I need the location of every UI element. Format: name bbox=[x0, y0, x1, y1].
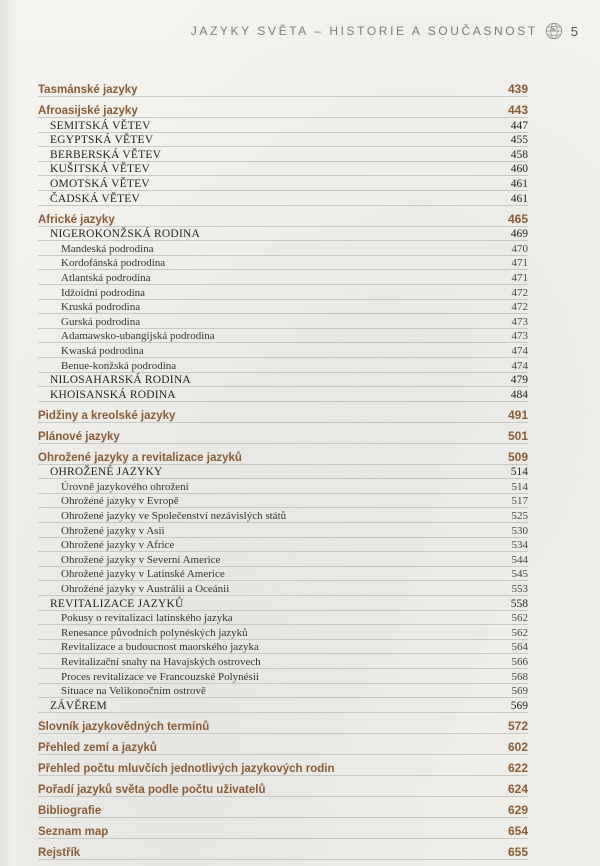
toc-entry-page: 517 bbox=[511, 495, 528, 508]
toc-entry-title: Ohrožené jazyky v Asii bbox=[61, 524, 165, 537]
toc-entry-page: 460 bbox=[510, 163, 528, 176]
toc-entry-title: Pokusy o revitalizaci latinského jazyka bbox=[61, 612, 233, 625]
toc-entry-title: Benue-konžská podrodina bbox=[61, 359, 177, 372]
toc-entry-level-2[interactable] bbox=[38, 133, 528, 148]
toc-entry-level-3[interactable] bbox=[38, 684, 528, 699]
toc-entry-page: 530 bbox=[511, 524, 528, 537]
toc-entry-title: Přehled počtu mluvčích jednotlivých jazykových rodin bbox=[38, 762, 335, 775]
toc-entry-title: Kruská podrodina bbox=[61, 301, 141, 314]
toc-entry-page: 629 bbox=[507, 802, 528, 817]
toc-entry-level-3[interactable] bbox=[38, 241, 528, 256]
toc-entry-level-3[interactable] bbox=[38, 256, 528, 271]
toc-entry-page: 458 bbox=[510, 148, 528, 161]
toc-entry-page: 474 bbox=[511, 344, 528, 357]
toc-entry-title: NIGEROKONŽSKÁ RODINA bbox=[50, 228, 200, 241]
toc-entry-level-2[interactable] bbox=[38, 118, 528, 133]
toc-entry-level-3[interactable] bbox=[38, 581, 528, 596]
toc-entry-level-3[interactable] bbox=[38, 654, 528, 669]
toc-entry-page: 572 bbox=[507, 718, 528, 733]
toc-entry-page: 534 bbox=[511, 539, 528, 552]
toc-entry-page: 553 bbox=[511, 583, 528, 596]
toc-entry-title: Kordofánská podrodina bbox=[61, 257, 166, 270]
toc-entry-page: 525 bbox=[511, 510, 528, 523]
toc-entry-title: NILOSAHARSKÁ RODINA bbox=[50, 374, 191, 387]
toc-entry-title: Revitalizace a budoucnost maorského jazyka bbox=[61, 641, 259, 654]
toc-entry-level-2[interactable] bbox=[38, 147, 528, 162]
toc-entry-level-1[interactable] bbox=[38, 842, 528, 860]
table-of-contents bbox=[38, 76, 528, 860]
toc-entry-page: 439 bbox=[507, 82, 528, 96]
toc-entry-page: 465 bbox=[507, 211, 528, 226]
toc-entry-title: Mandeská podrodina bbox=[61, 242, 154, 255]
toc-entry-page: 443 bbox=[507, 103, 528, 117]
toc-entry-title: Afroasijské jazyky bbox=[38, 105, 138, 117]
toc-entry-page: 566 bbox=[511, 656, 528, 668]
page-gutter bbox=[0, 0, 16, 866]
toc-entry-title: Pořadí jazyků světa podle počtu uživatelů bbox=[38, 783, 266, 796]
toc-entry-page: 455 bbox=[510, 134, 528, 147]
toc-entry-page: 470 bbox=[511, 242, 528, 255]
toc-entry-level-2[interactable] bbox=[38, 698, 528, 713]
toc-entry-page: 472 bbox=[511, 301, 528, 314]
toc-entry-page: 569 bbox=[510, 699, 528, 712]
toc-entry-title: Přehled zemí a jazyků bbox=[38, 741, 157, 754]
toc-entry-level-3[interactable] bbox=[38, 523, 528, 538]
toc-entry-title: Plánové jazyky bbox=[38, 430, 120, 443]
toc-entry-page: 472 bbox=[511, 286, 528, 299]
toc-entry-page: 461 bbox=[510, 192, 528, 205]
toc-entry-level-3[interactable] bbox=[38, 343, 528, 358]
toc-entry-level-3[interactable] bbox=[38, 285, 528, 300]
toc-entry-title: Atlantská podrodina bbox=[61, 271, 151, 284]
toc-entry-title: Ohrožené jazyky v Austrálii a Oceánii bbox=[61, 583, 230, 596]
toc-entry-level-2[interactable] bbox=[38, 191, 528, 206]
toc-entry-level-1[interactable] bbox=[38, 447, 528, 465]
toc-entry-level-3[interactable] bbox=[38, 314, 528, 329]
toc-entry-title: Ohrožené jazyky v Latinské Americe bbox=[61, 568, 225, 581]
toc-entry-page: 622 bbox=[507, 760, 528, 775]
toc-entry-page: 569 bbox=[511, 685, 528, 698]
toc-entry-level-1[interactable] bbox=[38, 800, 528, 818]
toc-entry-title: OHROŽENÉ JAZYKY bbox=[50, 466, 163, 479]
toc-entry-level-2[interactable] bbox=[38, 387, 528, 402]
toc-entry-title: Kwaská podrodina bbox=[61, 344, 144, 357]
toc-entry-level-2[interactable] bbox=[38, 227, 528, 242]
toc-entry-title: Ohrožené jazyky v Evropě bbox=[61, 495, 179, 508]
toc-entry-title: KHOISANSKÁ RODINA bbox=[50, 388, 176, 401]
toc-entry-level-1[interactable] bbox=[38, 209, 528, 227]
toc-entry-level-3[interactable] bbox=[38, 300, 528, 315]
toc-entry-title: ZÁVĚREM bbox=[50, 699, 107, 712]
toc-entry-title: Revitalizační snahy na Havajských ostrovech bbox=[61, 656, 261, 668]
toc-entry-level-3[interactable] bbox=[38, 494, 528, 509]
toc-entry-page: 471 bbox=[511, 257, 528, 270]
running-header-title: JAZYKY SVĚTA – HISTORIE A SOUČASNOST bbox=[190, 24, 538, 38]
page-number: 5 bbox=[570, 23, 578, 39]
toc-entry-page: 471 bbox=[511, 271, 528, 284]
toc-entry-title: Seznam map bbox=[38, 825, 109, 838]
toc-entry-title: SEMITSKÁ VĚTEV bbox=[50, 119, 151, 132]
toc-entry-title: REVITALIZACE JAZYKŮ bbox=[50, 597, 184, 610]
toc-entry-page: 655 bbox=[507, 844, 528, 859]
toc-entry-page: 545 bbox=[511, 568, 528, 581]
toc-entry-page: 544 bbox=[511, 553, 528, 566]
toc-entry-level-2[interactable] bbox=[38, 596, 528, 611]
toc-entry-title: KUŠITSKÁ VĚTEV bbox=[50, 163, 151, 176]
toc-entry-page: 491 bbox=[507, 407, 528, 422]
toc-entry-page: 624 bbox=[507, 781, 528, 796]
toc-entry-level-3[interactable] bbox=[38, 538, 528, 553]
toc-entry-title: Ohrožené jazyky a revitalizace jazyků bbox=[38, 451, 242, 464]
toc-entry-page: 564 bbox=[511, 641, 528, 654]
toc-entry-page: 501 bbox=[507, 428, 528, 443]
toc-entry-title: Rejstřík bbox=[38, 846, 81, 859]
toc-entry-title: Idžoidní podrodina bbox=[61, 286, 146, 299]
toc-entry-title: Pidžiny a kreolské jazyky bbox=[38, 409, 176, 422]
toc-entry-level-3[interactable] bbox=[38, 567, 528, 582]
toc-entry-level-3[interactable] bbox=[38, 329, 528, 344]
toc-entry-level-1[interactable] bbox=[38, 737, 528, 755]
toc-entry-title: EGYPTSKÁ VĚTEV bbox=[50, 134, 154, 147]
toc-entry-level-3[interactable] bbox=[38, 640, 528, 655]
toc-entry-title: ČADSKÁ VĚTEV bbox=[50, 192, 141, 205]
toc-entry-level-2[interactable] bbox=[38, 465, 528, 480]
toc-entry-title: Africké jazyky bbox=[38, 213, 115, 226]
toc-entry-title: Tasmánské jazyky bbox=[38, 84, 138, 96]
toc-entry-page: 469 bbox=[510, 228, 528, 241]
toc-entry-level-3[interactable] bbox=[38, 552, 528, 567]
toc-entry-title: Renesance původních polynéských jazyků bbox=[61, 626, 248, 639]
toc-entry-title: Bibliografie bbox=[38, 804, 102, 817]
toc-entry-level-2[interactable] bbox=[38, 373, 528, 388]
toc-entry-level-1[interactable] bbox=[38, 405, 528, 423]
toc-entry-page: 558 bbox=[510, 597, 528, 610]
toc-entry-level-1[interactable] bbox=[38, 779, 528, 797]
toc-entry-title: Ohrožené jazyky v Africe bbox=[61, 539, 175, 552]
toc-entry-level-3[interactable] bbox=[38, 611, 528, 626]
toc-entry-title: Adamawsko-ubangijská podrodina bbox=[61, 330, 215, 343]
toc-entry-title: Úrovně jazykového ohrožení bbox=[61, 480, 189, 493]
toc-entry-level-1[interactable] bbox=[38, 716, 528, 734]
toc-entry-title: OMOTSKÁ VĚTEV bbox=[50, 177, 150, 190]
toc-entry-page: 473 bbox=[511, 330, 528, 343]
toc-entry-level-1[interactable] bbox=[38, 821, 528, 839]
toc-entry-level-3[interactable] bbox=[38, 669, 528, 684]
toc-entry-level-2[interactable] bbox=[38, 162, 528, 177]
toc-entry-title: Ohrožené jazyky v Severní Americe bbox=[61, 553, 221, 566]
toc-entry-level-1[interactable] bbox=[38, 79, 528, 97]
toc-entry-level-3[interactable] bbox=[38, 270, 528, 285]
toc-entry-page: 568 bbox=[511, 670, 528, 683]
toc-entry-level-3[interactable] bbox=[38, 479, 528, 494]
toc-entry-page: 484 bbox=[510, 388, 528, 401]
toc-entry-level-2[interactable] bbox=[38, 176, 528, 191]
toc-entry-page: 474 bbox=[511, 359, 528, 372]
toc-entry-level-3[interactable] bbox=[38, 508, 528, 523]
toc-entry-title: Gurská podrodina bbox=[61, 315, 141, 328]
toc-entry-title: Slovník jazykovědných termínů bbox=[38, 720, 210, 733]
toc-entry-level-1[interactable] bbox=[38, 758, 528, 776]
toc-entry-page: 473 bbox=[511, 315, 528, 328]
toc-entry-page: 602 bbox=[507, 739, 528, 754]
toc-entry-level-1[interactable] bbox=[38, 100, 528, 118]
toc-entry-page: 509 bbox=[507, 449, 528, 464]
toc-entry-page: 514 bbox=[511, 480, 528, 493]
toc-entry-title: Situace na Velikonočním ostrově bbox=[61, 685, 206, 698]
toc-entry-page: 514 bbox=[510, 466, 528, 479]
toc-entry-title: Ohrožené jazyky ve Společenství nezávislých států bbox=[61, 510, 287, 523]
toc-entry-page: 562 bbox=[511, 612, 528, 625]
toc-entry-title: BERBERSKÁ VĚTEV bbox=[50, 148, 162, 161]
toc-entry-page: 461 bbox=[510, 177, 528, 190]
toc-entry-title: Proces revitalizace ve Francouzské Polynésii bbox=[61, 670, 259, 683]
toc-entry-page: 447 bbox=[510, 119, 528, 132]
toc-entry-page: 562 bbox=[511, 626, 528, 639]
toc-entry-level-1[interactable] bbox=[38, 426, 528, 444]
running-header bbox=[191, 22, 578, 40]
globe-icon bbox=[545, 22, 563, 40]
toc-entry-level-3[interactable] bbox=[38, 625, 528, 640]
toc-entry-page: 479 bbox=[510, 374, 528, 387]
toc-entry-page: 654 bbox=[507, 823, 528, 838]
toc-entry-level-3[interactable] bbox=[38, 358, 528, 373]
